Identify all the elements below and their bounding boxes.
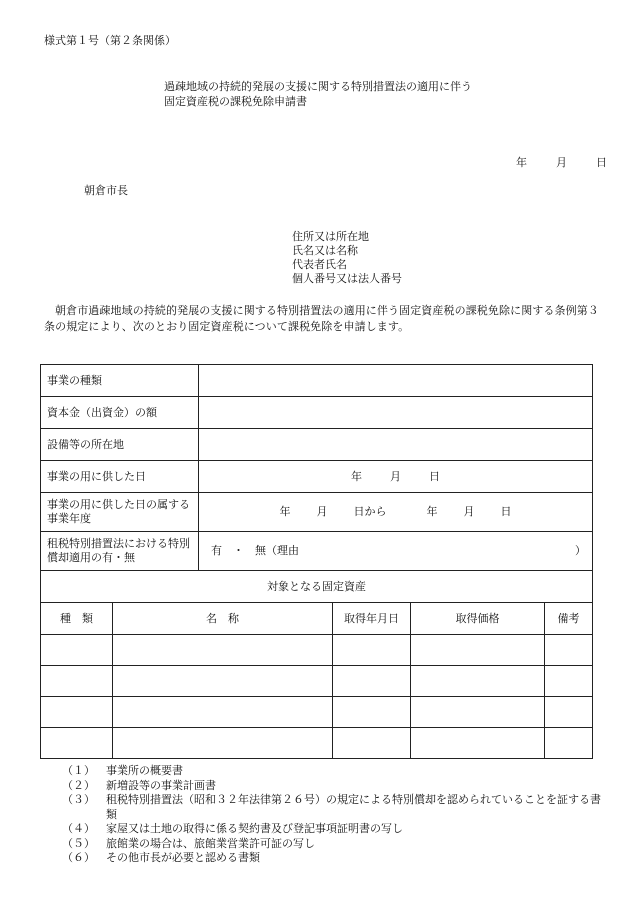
asset-remarks-cell[interactable] <box>545 728 593 759</box>
date-line <box>516 154 607 170</box>
special-depreciation-label: 租税特別措置法における特別償却適用の有・無 <box>41 532 199 571</box>
attachment-number: （４） <box>62 822 95 835</box>
attachment-text: 旅館業の場合は、旅館業営業許可証の写し <box>106 836 315 850</box>
asset-date-cell[interactable] <box>333 728 411 759</box>
asset-type-cell[interactable] <box>41 697 113 728</box>
asset-remarks-cell[interactable] <box>545 697 593 728</box>
application-statement: 朝倉市過疎地域の持続的発展の支援に関する特別措置法の適用に伴う固定資産税の課税免除に関する条例第３条の規定により、次のとおり固定資産税について課税免除を申請します。 <box>44 304 599 333</box>
fy-start-year: 年 <box>279 505 291 518</box>
asset-price-cell[interactable] <box>411 635 545 666</box>
applicant-name: 氏名又は名称 <box>292 244 358 257</box>
attachment-number: （６） <box>62 851 95 864</box>
capital-field[interactable] <box>199 397 593 429</box>
title-line-2: 固定資産税の課税免除申請書 <box>164 95 307 108</box>
attachment-text: 租税特別措置法（昭和３２年法律第２６号）の規定による特別償却を認められていることを証する書類 <box>106 793 601 821</box>
attachment-item <box>62 793 602 822</box>
col-type: 種 類 <box>41 603 113 635</box>
asset-remarks-cell[interactable] <box>545 666 593 697</box>
title-line-1: 過疎地域の持続的発展の支援に関する特別措置法の適用に伴う <box>164 80 472 93</box>
form-number: 様式第１号（第２条関係） <box>44 34 176 47</box>
service-day: 日 <box>429 469 440 483</box>
facility-location-field[interactable] <box>199 429 593 461</box>
applicant-address: 住所又は所在地 <box>292 230 369 243</box>
attachment-item <box>62 837 602 852</box>
attachment-number: （５） <box>62 836 95 850</box>
asset-row <box>41 697 593 728</box>
col-acquisition-date: 取得年月日 <box>333 603 411 635</box>
assets-header: 対象となる固定資産 <box>41 571 593 603</box>
attachment-number: （２） <box>62 778 95 792</box>
date-year: 年 <box>516 156 527 169</box>
asset-type-cell[interactable] <box>41 635 113 666</box>
asset-remarks-cell[interactable] <box>545 635 593 666</box>
asset-price-cell[interactable] <box>411 666 545 697</box>
attachment-item <box>62 764 602 779</box>
service-date-label: 事業の用に供した日 <box>41 461 199 493</box>
asset-row <box>41 635 593 666</box>
asset-date-cell[interactable] <box>333 635 411 666</box>
attachment-number: （３） <box>62 793 95 806</box>
asset-type-cell[interactable] <box>41 666 113 697</box>
asset-date-cell[interactable] <box>333 697 411 728</box>
col-acquisition-price: 取得価格 <box>411 603 545 635</box>
fy-end-year: 年 <box>426 505 438 518</box>
attachment-number: （１） <box>62 764 95 777</box>
asset-row <box>41 666 593 697</box>
attachment-text: 新増設等の事業計画書 <box>106 778 216 792</box>
service-year: 年 <box>351 469 362 483</box>
date-month: 月 <box>556 156 567 169</box>
col-remarks: 備考 <box>545 603 593 635</box>
facility-location-label: 設備等の所在地 <box>41 429 199 461</box>
asset-name-cell[interactable] <box>113 728 333 759</box>
col-name: 名 称 <box>113 603 333 635</box>
fy-start-month: 月 <box>316 505 328 518</box>
attachment-text: 家屋又は土地の取得に係る契約書及び登記事項証明書の写し <box>106 822 403 835</box>
fiscal-year-label: 事業の用に供した日の属する事業年度 <box>41 493 199 532</box>
fy-start-day: 日から <box>353 505 387 518</box>
applicant-block <box>292 230 402 286</box>
date-day: 日 <box>596 156 607 169</box>
asset-price-cell[interactable] <box>411 728 545 759</box>
attachment-item <box>62 779 602 794</box>
business-type-field[interactable] <box>199 365 593 397</box>
asset-row <box>41 728 593 759</box>
attachment-item <box>62 851 602 866</box>
applicant-representative: 代表者氏名 <box>292 258 347 271</box>
asset-price-cell[interactable] <box>411 697 545 728</box>
application-table <box>40 364 593 759</box>
attachment-item <box>62 822 602 837</box>
business-type-label: 事業の種類 <box>41 365 199 397</box>
fy-end-month: 月 <box>463 505 475 518</box>
capital-label: 資本金（出資金）の額 <box>41 397 199 429</box>
attachment-text: 事業所の概要書 <box>106 764 183 777</box>
attachment-list <box>62 764 602 866</box>
depreciation-options: 有 ・ 無（理由 <box>211 544 299 557</box>
asset-name-cell[interactable] <box>113 697 333 728</box>
depreciation-close-paren: ） <box>575 544 586 557</box>
asset-type-cell[interactable] <box>41 728 113 759</box>
attachment-text: その他市長が必要と認める書類 <box>106 851 260 864</box>
service-month: 月 <box>390 469 401 483</box>
fy-end-day: 日 <box>500 505 512 518</box>
fiscal-year-field[interactable] <box>199 493 593 532</box>
addressee: 朝倉市長 <box>84 184 128 197</box>
asset-name-cell[interactable] <box>113 666 333 697</box>
service-date-field[interactable] <box>199 461 593 493</box>
applicant-id-number: 個人番号又は法人番号 <box>292 272 402 285</box>
special-depreciation-field[interactable] <box>199 532 593 571</box>
asset-name-cell[interactable] <box>113 635 333 666</box>
document-title <box>164 79 472 109</box>
asset-date-cell[interactable] <box>333 666 411 697</box>
